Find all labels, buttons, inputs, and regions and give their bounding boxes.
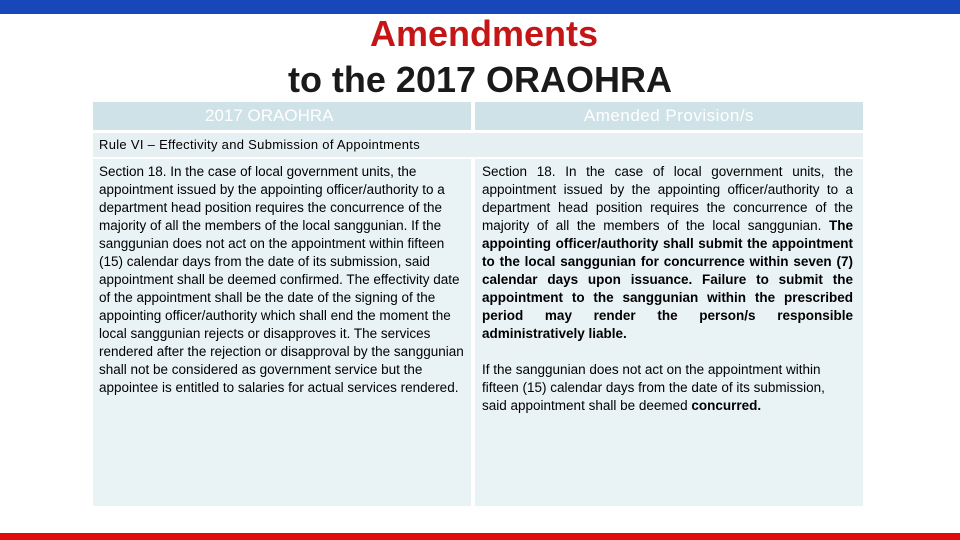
amended-provision-paragraph-2 (482, 361, 853, 415)
amended-provision-paragraph-1 (482, 163, 853, 343)
top-accent-bar (0, 0, 960, 14)
original-provision-cell (93, 159, 471, 506)
header-amended: Amended Provision/s (475, 102, 863, 130)
slide-subtitle: to the 2017 ORAOHRA (287, 59, 673, 100)
original-provision-text: Section 18. In the case of local government units, the appointment issued by the appointing officer/authority to a department head position requires the concurrence of the majority of all the members of the local sanggunian. If the sanggunian does not act on the appointment within fifteen (15) calendar days from the date of its submission, said appointment shall be deemed confirmed. The effectivity date of the appointment shall be the date of the signing of the appointing officer/authority which shall end the moment the local sanggunian rejects or disapproves it. The services rendered after the rejection or disapproval by the sanggunian shall not be considered as government service but the appointee is entitled to salaries for actual services rendered. (99, 164, 464, 395)
amended-text2-normal: If the sanggunian does not act on the appointment within fifteen (15) calendar days from the date of its submission, said appointment shall be deemed (482, 362, 825, 413)
amended-text-normal: Section 18. In the case of local government units, the appointment issued by the appointing officer/authority to a department head position requires the concurrence of the majority of all the members of the local sanggunian. (482, 164, 853, 233)
amended-text2-bold: concurred. (691, 398, 762, 413)
rule-label: Rule VI – Effectivity and Submission of Appointments (93, 133, 863, 157)
amended-text-bold: The appointing officer/authority shall submit the appointment to the local sanggunian for concurrence within seven (7) calendar days upon issuance. Failure to submit the appointment to the sanggunian within the prescribed period may render the person/s responsible administratively liable. (482, 218, 853, 341)
slide-title: Amendments (369, 13, 599, 54)
amendments-table (93, 102, 863, 506)
bottom-accent-bar (0, 533, 960, 540)
header-original: 2017 ORAOHRA (93, 102, 471, 130)
amended-provision-cell (475, 159, 863, 506)
